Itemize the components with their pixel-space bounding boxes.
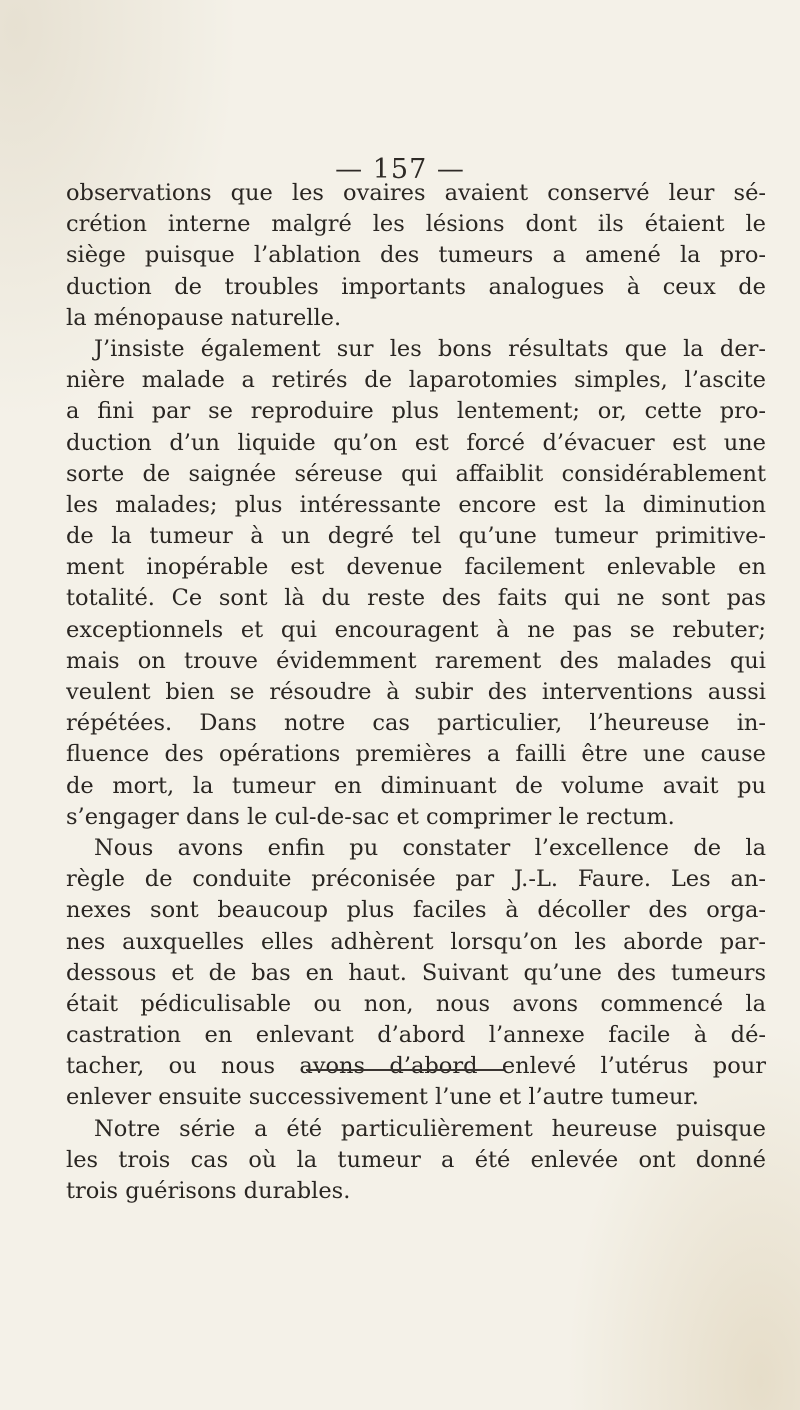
- text-line: a fini par se reproduire plus lentement; or, cette pro-: [66, 398, 766, 425]
- text-line: nière malade a retirés de laparotomies simples, l’ascite: [66, 367, 766, 394]
- text-line: veulent bien se résoudre à subir des interventions aussi: [66, 679, 766, 705]
- text-line: les malades; plus intéressante encore est la diminution: [66, 491, 766, 518]
- text-line: règle de conduite préconisée par J.-L. Faure. Les an-: [66, 866, 766, 893]
- end-rule: [306, 1069, 504, 1071]
- text-line: crétion interne malgré les lésions dont ils étaient le: [66, 211, 766, 238]
- text-line: de mort, la tumeur en diminuant de volume avait pu: [66, 772, 766, 799]
- text-line: dessous et de bas en haut. Suivant qu’une des tumeurs: [66, 959, 766, 986]
- text-line: s’engager dans le cul-de-sac et comprimer le rectum.: [66, 803, 675, 830]
- body-text: [66, 178, 766, 1207]
- page-number: — 157 —: [335, 154, 465, 185]
- text-line: nexes sont beaucoup plus faciles à décoller des orga-: [66, 897, 766, 924]
- text-line: duction de troubles importants analogues à ceux de: [66, 273, 766, 300]
- text-line: ment inopérable est devenue facilement enlevable en: [66, 554, 766, 581]
- text-line: totalité. Ce sont là du reste des faits qui ne sont pas: [66, 585, 766, 612]
- text-line: exceptionnels et qui encouragent à ne pas se rebuter;: [66, 616, 766, 643]
- text-line: mais on trouve évidemment rarement des malades qui: [66, 647, 766, 674]
- text-line: de la tumeur à un degré tel qu’une tumeur primitive-: [66, 523, 766, 550]
- text-line: fluence des opérations premières a failli être une cause: [66, 741, 766, 768]
- text-line: trois guérisons durables.: [66, 1178, 351, 1204]
- text-line: les trois cas où la tumeur a été enlevée ont donné: [66, 1146, 766, 1173]
- text-line: enlever ensuite successivement l’une et l’autre tumeur.: [66, 1084, 699, 1111]
- text-line: répétées. Dans notre cas particulier, l’heureuse in-: [66, 710, 766, 737]
- text-line: Nous avons enfin pu constater l’excellence de la: [94, 834, 766, 861]
- text-line: castration en enlevant d’abord l’annexe facile à dé-: [66, 1022, 766, 1049]
- text-line: sorte de saignée séreuse qui affaiblit considérablement: [66, 460, 766, 487]
- text-line: Notre série a été particulièrement heureuse puisque: [94, 1115, 766, 1142]
- text-line: nes auxquelles elles adhèrent lorsqu’on les aborde par-: [66, 928, 766, 955]
- text-line: tacher, ou nous avons d’abord enlevé l’utérus pour: [66, 1053, 766, 1080]
- text-line: duction d’un liquide qu’on est forcé d’évacuer est une: [66, 429, 766, 456]
- text-line: observations que les ovaires avaient conservé leur sé-: [66, 180, 766, 206]
- text-line: J’insiste également sur les bons résultats que la der-: [94, 335, 766, 362]
- text-line: la ménopause naturelle.: [66, 304, 342, 331]
- text-line: était pédiculisable ou non, nous avons commencé la: [66, 990, 766, 1017]
- text-line: siège puisque l’ablation des tumeurs a amené la pro-: [66, 242, 766, 269]
